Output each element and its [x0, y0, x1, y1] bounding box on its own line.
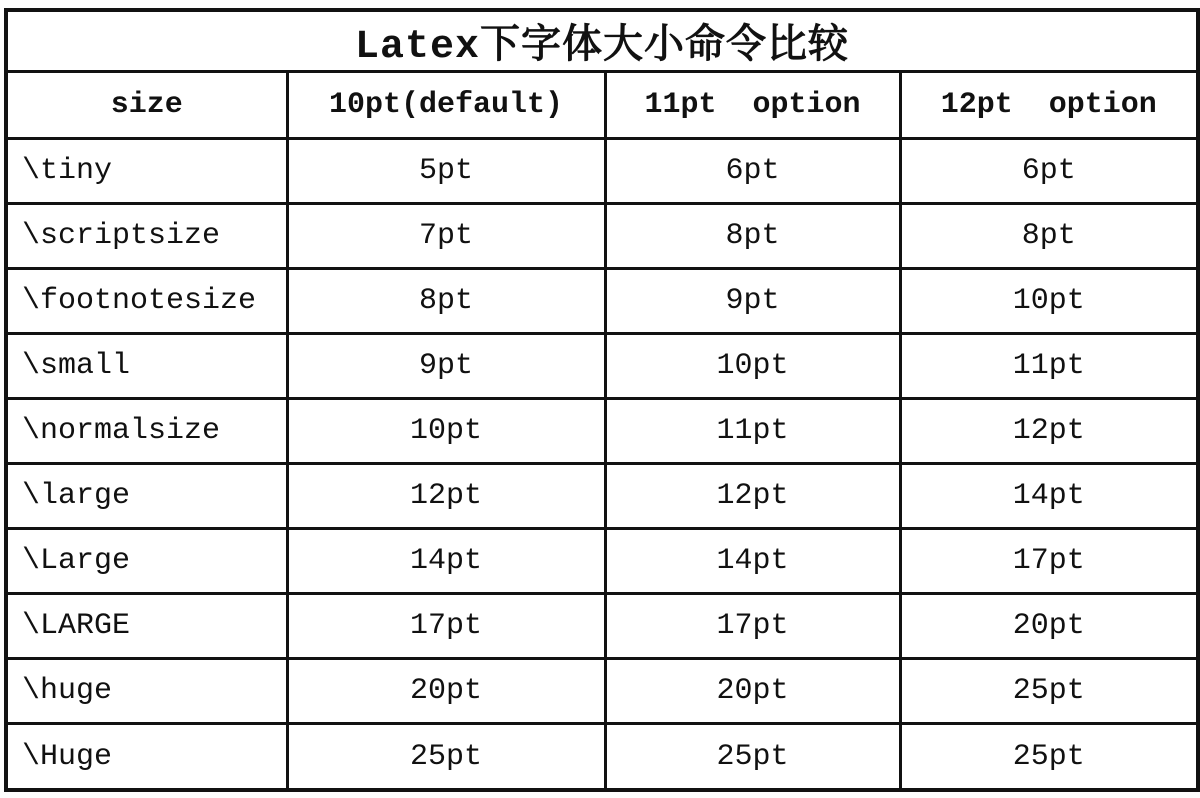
- cell-11pt-value: 6pt: [605, 139, 900, 204]
- cell-10pt-value: 8pt: [287, 269, 605, 334]
- cell-11pt-value: 14pt: [605, 529, 900, 594]
- cell-12pt-value: 8pt: [900, 204, 1198, 269]
- latex-font-size-table: [4, 8, 1200, 792]
- cell-12pt-value: 25pt: [900, 724, 1198, 790]
- cell-11pt-value: 10pt: [605, 334, 900, 399]
- cell-12pt-value: 10pt: [900, 269, 1198, 334]
- cell-10pt-value: 10pt: [287, 399, 605, 464]
- table-row: [6, 334, 1198, 399]
- cell-11pt-value: 20pt: [605, 659, 900, 724]
- cell-11pt-value: 17pt: [605, 594, 900, 659]
- cell-12pt-value: 12pt: [900, 399, 1198, 464]
- cell-12pt-value: 11pt: [900, 334, 1198, 399]
- cell-10pt-value: 7pt: [287, 204, 605, 269]
- cell-command: \large: [6, 464, 287, 529]
- table-row: [6, 399, 1198, 464]
- table-row: [6, 724, 1198, 790]
- cell-11pt-value: 25pt: [605, 724, 900, 790]
- table-row: [6, 139, 1198, 204]
- cell-12pt-value: 6pt: [900, 139, 1198, 204]
- col-header-11pt-option: 11pt option: [605, 72, 900, 139]
- cell-10pt-value: 12pt: [287, 464, 605, 529]
- cell-command: \huge: [6, 659, 287, 724]
- table-row: [6, 529, 1198, 594]
- cell-command: \Large: [6, 529, 287, 594]
- cell-10pt-value: 14pt: [287, 529, 605, 594]
- cell-12pt-value: 20pt: [900, 594, 1198, 659]
- cell-command: \Huge: [6, 724, 287, 790]
- cell-11pt-value: 12pt: [605, 464, 900, 529]
- table-row: [6, 269, 1198, 334]
- cell-10pt-value: 5pt: [287, 139, 605, 204]
- title-row: [6, 10, 1198, 72]
- col-header-12pt-option: 12pt option: [900, 72, 1198, 139]
- cell-10pt-value: 25pt: [287, 724, 605, 790]
- cell-10pt-value: 20pt: [287, 659, 605, 724]
- table-row: [6, 659, 1198, 724]
- cell-command: \normalsize: [6, 399, 287, 464]
- cell-11pt-value: 9pt: [605, 269, 900, 334]
- table-title: Latex下字体大小命令比较: [6, 10, 1198, 72]
- cell-12pt-value: 14pt: [900, 464, 1198, 529]
- cell-10pt-value: 17pt: [287, 594, 605, 659]
- cell-command: \scriptsize: [6, 204, 287, 269]
- col-header-10pt-default: 10pt(default): [287, 72, 605, 139]
- table-row: [6, 594, 1198, 659]
- cell-command: \small: [6, 334, 287, 399]
- table-row: [6, 464, 1198, 529]
- cell-10pt-value: 9pt: [287, 334, 605, 399]
- cell-command: \tiny: [6, 139, 287, 204]
- table-row: [6, 204, 1198, 269]
- col-header-size: size: [6, 72, 287, 139]
- header-row: [6, 72, 1198, 139]
- cell-12pt-value: 25pt: [900, 659, 1198, 724]
- cell-command: \footnotesize: [6, 269, 287, 334]
- cell-command: \LARGE: [6, 594, 287, 659]
- cell-11pt-value: 11pt: [605, 399, 900, 464]
- cell-11pt-value: 8pt: [605, 204, 900, 269]
- cell-12pt-value: 17pt: [900, 529, 1198, 594]
